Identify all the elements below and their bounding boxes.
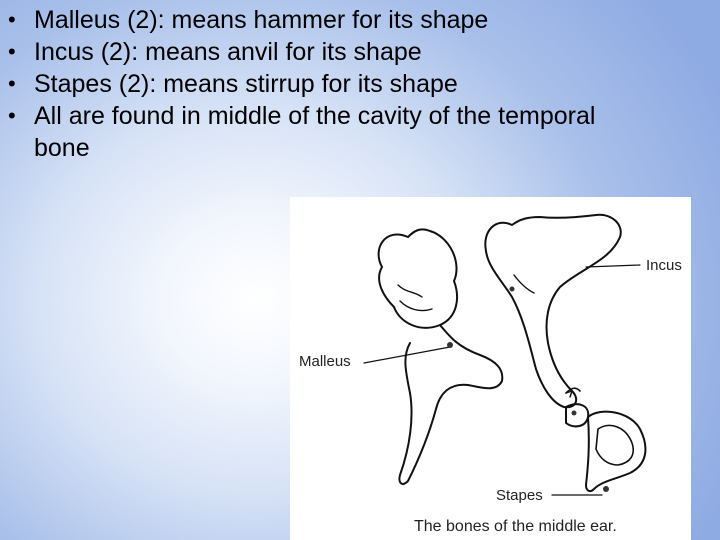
bullet-dot-icon: • xyxy=(8,7,16,32)
bullet-list xyxy=(0,4,640,164)
incus-leader-line xyxy=(586,265,640,267)
middle-ear-bones-figure xyxy=(290,197,691,540)
incus-label: Incus xyxy=(646,257,682,274)
bullet-dot-icon: • xyxy=(8,103,16,128)
malleus-label: Malleus xyxy=(299,353,351,370)
stapes-label: Stapes xyxy=(496,487,543,504)
bullet-text: All are found in middle of the cavity of the temporal bone xyxy=(34,102,596,162)
malleus-handle xyxy=(399,325,502,484)
stapes-arch xyxy=(586,412,645,491)
incus-body xyxy=(485,215,620,407)
bullet-item-location xyxy=(0,100,624,164)
figure-caption: The bones of the middle ear. xyxy=(414,518,617,535)
bullet-text: Incus (2): means anvil for its shape xyxy=(34,38,422,66)
bullet-text: Malleus (2): means hammer for its shape xyxy=(34,6,489,34)
bullet-item-malleus xyxy=(0,4,640,36)
bullet-dot-icon: • xyxy=(8,39,16,64)
bullet-dot-icon: • xyxy=(8,71,16,96)
bullet-item-stapes xyxy=(0,68,640,100)
bullet-item-incus xyxy=(0,36,640,68)
malleus-head xyxy=(379,229,457,327)
bullet-text: Stapes (2): means stirrup for its shape xyxy=(34,70,458,98)
